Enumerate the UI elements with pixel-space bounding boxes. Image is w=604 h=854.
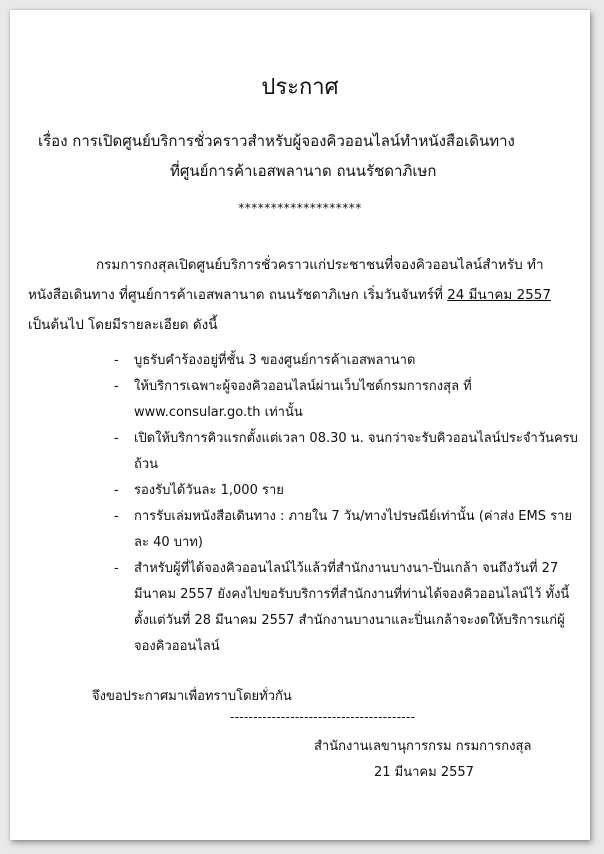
announcement-title: ประกาศ [261, 75, 339, 100]
list-item [114, 374, 584, 426]
list-item [114, 478, 584, 504]
list-item [114, 348, 584, 374]
bullet-dash: - [114, 483, 119, 498]
signature-block [314, 734, 531, 786]
details-list [114, 348, 584, 660]
intro-start-date: 24 มีนาคม 2557 [447, 287, 551, 303]
closing-statement: จึงขอประกาศมาเพื่อทราบโดยทั่วกัน [92, 689, 292, 704]
intro-text: กรมการกงสุลเปิดศูนย์บริการชั่วคราวแก่ประชาชนที่จองคิวออนไลน์สำหรับ ทำหนังสือเดินทาง ที่ศูนย์การค้าเอสพลานาด ถนนรัชดาภิเษก เริ่มวันจันทร์ที่ [28, 257, 544, 303]
bullet-dash: - [114, 561, 119, 576]
list-item-text: เปิดให้บริการคิวแรกตั้งแต่เวลา 08.30 น. จนกว่าจะรับคิวออนไลน์ประจำวันครบถ้วน [134, 431, 578, 472]
list-item-text: รองรับได้วันละ 1,000 ราย [134, 483, 284, 498]
intro-text-end: เป็นต้นไป โดยมีรายละเอียด ดังนี้ [28, 317, 218, 333]
list-item-text: บูธรับคำร้องอยู่ที่ชั้น 3 ของศูนย์การค้าเอสพลานาด [134, 353, 416, 368]
subject-line-1: เรื่อง การเปิดศูนย์บริการชั่วคราวสำหรับผู้จองคิวออนไลน์ทำหนังสือเดินทาง [38, 132, 515, 150]
bullet-dash: - [114, 431, 119, 446]
sign-date: 21 มีนาคม 2557 [374, 765, 474, 780]
signature-line: ---------------------------------------- [230, 710, 416, 724]
list-item-text: การรับเล่มหนังสือเดินทาง : ภายใน 7 วัน/ทางไปรษณีย์เท่านั้น (ค่าส่ง EMS รายละ 40 บาท) [134, 509, 573, 550]
bullet-dash: - [114, 379, 119, 394]
signer-office: สำนักงานเลขานุการกรม กรมการกงสุล [314, 739, 532, 754]
list-item [114, 556, 584, 660]
list-item-text: สำหรับผู้ที่ได้จองคิวออนไลน์ไว้แล้วที่สำนักงานบางนา-ปิ่นเกล้า จนถึงวันที่ 27 มีนาคม 2557 ยังคงไปขอรับบริการที่สำนักงานที่ท่านได้จองคิวออนไลน์ไว้ ทั้งนี้ ตั้งแต่วันที่ 28 มีนาคม 2557 สำนักงานบางนาและปิ่นเกล้าจะงดให้บริการแก่ผู้จองคิวออนไลน์ [134, 561, 570, 654]
subject-line-2: ที่ศูนย์การค้าเอสพลานาด ถนนรัชดาภิเษก [170, 162, 437, 180]
star-separator: ******************* [238, 201, 362, 215]
bullet-dash: - [114, 353, 119, 368]
intro-indent [28, 257, 96, 273]
list-item-text: ให้บริการเฉพาะผู้จองคิวออนไลน์ผ่านเว็บไซต์กรมการกงสุล ที่ www.consular.go.th เท่านั้น [134, 379, 472, 420]
list-item [114, 504, 584, 556]
intro-paragraph [28, 250, 594, 340]
bullet-dash: - [114, 509, 119, 524]
announcement-subject [38, 126, 578, 186]
announcement-sheet [10, 10, 590, 840]
list-item [114, 426, 584, 478]
